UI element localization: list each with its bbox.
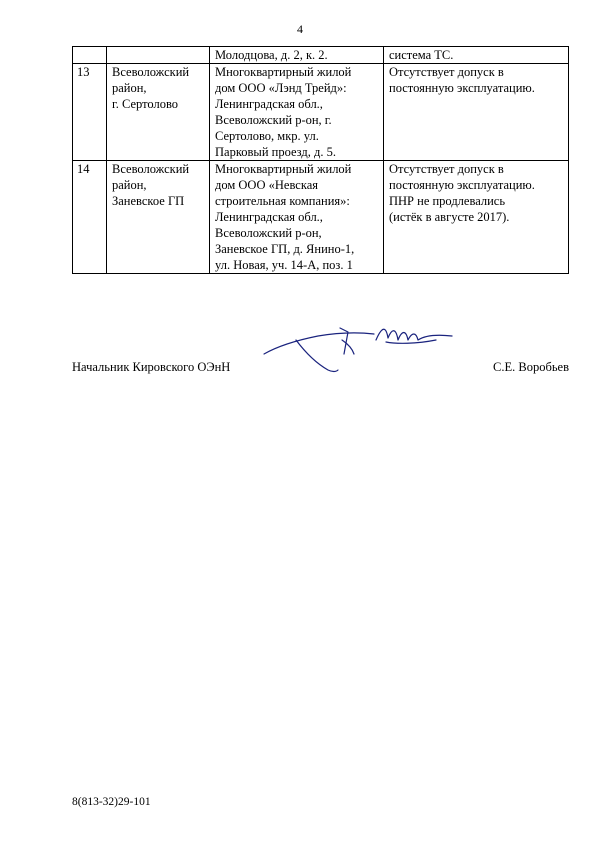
handwritten-signature (256, 318, 476, 378)
row-number: 14 (73, 161, 107, 274)
object-cell (210, 64, 384, 161)
text-line: Многоквартирный жилой (215, 65, 352, 79)
note-cell (384, 64, 569, 161)
signatory-position: Начальник Кировского ОЭнН (72, 360, 231, 374)
table-row (73, 47, 569, 64)
text-line: Отсутствует допуск в (389, 162, 504, 176)
objects-table (72, 46, 569, 274)
text-line: Сертолово, мкр. ул. (215, 129, 319, 143)
page-number: 4 (297, 22, 303, 36)
table-row (73, 161, 569, 274)
contact-phone: 8(813-32)29-101 (72, 796, 151, 808)
text-line: Заневское ГП (112, 194, 185, 208)
text-line: (истёк в августе 2017). (389, 210, 510, 224)
text-line: постоянную эксплуатацию. (389, 178, 535, 192)
text-line: ул. Новая, уч. 14-А, поз. 1 (215, 258, 353, 272)
object-cell (210, 47, 384, 64)
text-line: район, (112, 178, 147, 192)
text-line: Заневское ГП, д. Янино-1, (215, 242, 355, 256)
text-line: система ТС. (389, 48, 454, 62)
district-cell (107, 161, 210, 274)
district-cell (107, 64, 210, 161)
text-line: Ленинградская обл., (215, 97, 323, 111)
text-line: Всеволожский (112, 65, 190, 79)
text-line: Всеволожский р-он, г. (215, 113, 332, 127)
text-line: Всеволожский (112, 162, 190, 176)
text-line: постоянную эксплуатацию. (389, 81, 535, 95)
text-line: дом ООО «Лэнд Трейд»: (215, 81, 347, 95)
text-line: Многоквартирный жилой (215, 162, 352, 176)
text-line: строительная компания»: (215, 194, 350, 208)
text-line: дом ООО «Невская (215, 178, 318, 192)
text-line: Всеволожский р-он, (215, 226, 322, 240)
table-row (73, 64, 569, 161)
note-cell (384, 47, 569, 64)
signatory-name: С.Е. Воробьев (493, 360, 569, 374)
text-line: район, (112, 81, 147, 95)
row-number: 13 (73, 64, 107, 161)
object-cell (210, 161, 384, 274)
text-line: Отсутствует допуск в (389, 65, 504, 79)
text-line: г. Сертолово (112, 97, 179, 111)
row-number (73, 47, 107, 64)
district-cell (107, 47, 210, 64)
text-line: Молодцова, д. 2, к. 2. (215, 48, 328, 62)
text-line: Парковый проезд, д. 5. (215, 145, 336, 159)
text-line: Ленинградская обл., (215, 210, 323, 224)
text-line: ПНР не продлевались (389, 194, 506, 208)
note-cell (384, 161, 569, 274)
